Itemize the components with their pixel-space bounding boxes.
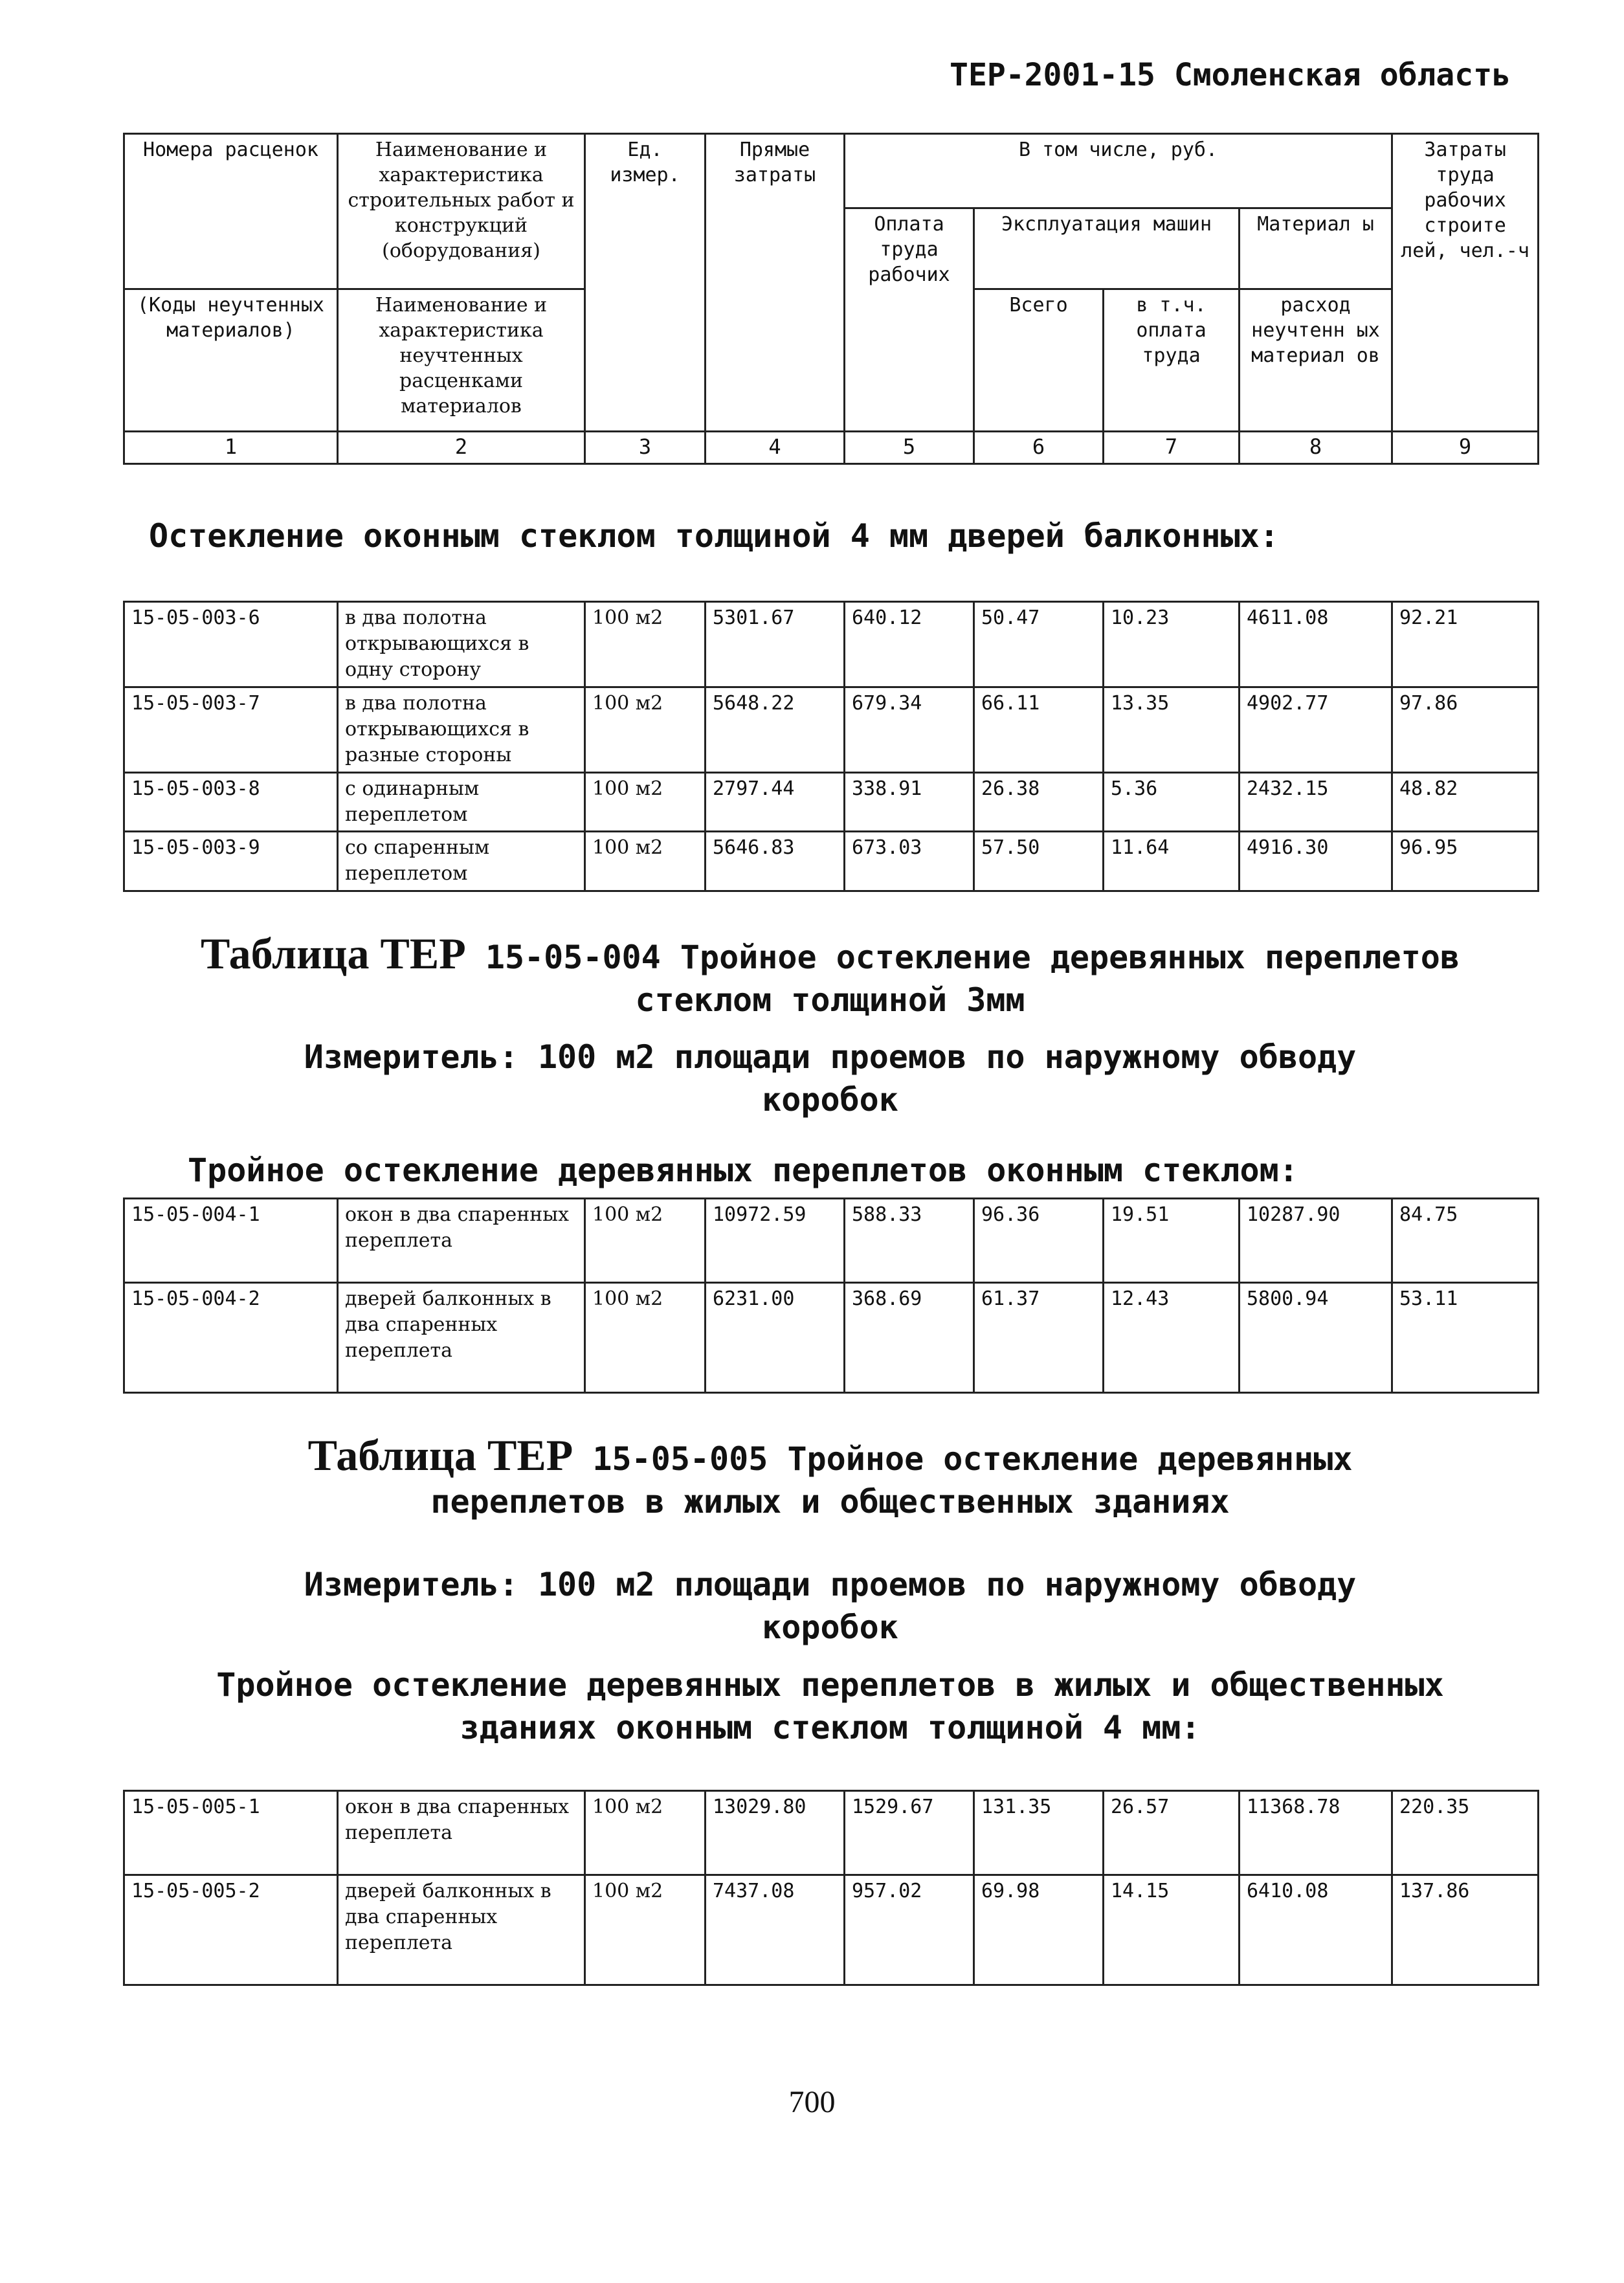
rate-materials: 4916.30 (1240, 832, 1392, 891)
document-header: ТЕР-2001-15 Смоленская область (950, 57, 1511, 93)
rate-labor-hours: 48.82 (1392, 773, 1539, 832)
rate-labor-hours: 137.86 (1392, 1875, 1539, 1985)
page-number: 700 (788, 2085, 836, 2119)
header-materials: Материал ы (1240, 208, 1392, 289)
rate-direct-costs: 10972.59 (706, 1199, 845, 1283)
header-material-names: Наименование и характеристика неучтенных расценками материалов (338, 289, 585, 432)
header-unit: Ед. измер. (585, 134, 706, 432)
table-row (124, 773, 1539, 832)
rate-name: окон в два спаренных переплета (338, 1791, 585, 1875)
rate-code: 15-05-003-9 (124, 832, 338, 891)
rate-direct-costs: 5301.67 (706, 602, 845, 687)
rate-labor-hours: 97.86 (1392, 687, 1539, 773)
table-004-title-prefix: Таблица ТЕР (201, 929, 466, 978)
column-number: 6 (974, 432, 1104, 464)
column-header-table (123, 133, 1539, 465)
header-machine-labor: в т.ч. оплата труда (1104, 289, 1240, 432)
rate-materials: 5800.94 (1240, 1283, 1392, 1393)
rate-direct-costs: 7437.08 (706, 1875, 845, 1985)
table-004-title (123, 929, 1537, 1021)
rate-machine-total: 96.36 (974, 1199, 1104, 1283)
rate-labor-hours: 53.11 (1392, 1283, 1539, 1393)
rate-direct-costs: 5648.22 (706, 687, 845, 773)
rate-code: 15-05-003-7 (124, 687, 338, 773)
header-labor-hours: Затраты труда рабочих строите лей, чел.-ч (1392, 134, 1539, 432)
rate-labor-pay: 1529.67 (845, 1791, 974, 1875)
rate-unit: 100 м2 (585, 1791, 706, 1875)
rate-machine-labor: 10.23 (1104, 602, 1240, 687)
header-material-codes: (Коды неучтенных материалов) (124, 289, 338, 432)
rate-unit: 100 м2 (585, 1875, 706, 1985)
rate-labor-pay: 368.69 (845, 1283, 974, 1393)
table-005-measure: Измеритель: 100 м2 площади проемов по наружному обводу коробок (304, 1566, 1357, 1646)
rate-name: со спаренным переплетом (338, 832, 585, 891)
rate-machine-total: 66.11 (974, 687, 1104, 773)
table-row (124, 1199, 1539, 1283)
rate-machine-total: 131.35 (974, 1791, 1104, 1875)
rate-code: 15-05-004-1 (124, 1199, 338, 1283)
rate-name: окон в два спаренных переплета (338, 1199, 585, 1283)
table-005-title (123, 1431, 1537, 1523)
rate-machine-total: 69.98 (974, 1875, 1104, 1985)
header-including: В том числе, руб. (845, 134, 1392, 208)
rate-labor-hours: 96.95 (1392, 832, 1539, 891)
rate-materials: 10287.90 (1240, 1199, 1392, 1283)
header-work-name: Наименование и характеристика строительных работ и конструкций (оборудования) (338, 134, 585, 289)
table-004-title-rest: 15-05-004 Тройное остекление деревянных переплетов стеклом толщиной 3мм (485, 939, 1460, 1019)
rate-machine-labor: 19.51 (1104, 1199, 1240, 1283)
rate-machine-labor: 13.35 (1104, 687, 1240, 773)
rates-table-15-05-005 (123, 1790, 1539, 1986)
rate-machine-total: 26.38 (974, 773, 1104, 832)
table-row (124, 1283, 1539, 1393)
rate-name: дверей балконных в два спаренных переплета (338, 1875, 585, 1985)
rate-code: 15-05-004-2 (124, 1283, 338, 1393)
table-005-title-prefix: Таблица ТЕР (307, 1431, 573, 1480)
rates-table-15-05-004 (123, 1197, 1539, 1394)
rate-machine-total: 61.37 (974, 1283, 1104, 1393)
rate-machine-total: 50.47 (974, 602, 1104, 687)
rate-materials: 6410.08 (1240, 1875, 1392, 1985)
rate-machine-labor: 11.64 (1104, 832, 1240, 891)
table-row (124, 832, 1539, 891)
rate-machine-labor: 12.43 (1104, 1283, 1240, 1393)
rate-name: в два полотна открывающихся в разные стороны (338, 687, 585, 773)
column-number: 5 (845, 432, 974, 464)
rate-code: 15-05-003-6 (124, 602, 338, 687)
column-number: 8 (1240, 432, 1392, 464)
rate-direct-costs: 6231.00 (706, 1283, 845, 1393)
rate-machine-labor: 5.36 (1104, 773, 1240, 832)
header-machine-operation: Эксплуатация машин (974, 208, 1240, 289)
header-machine-total: Всего (974, 289, 1104, 432)
rate-labor-pay: 640.12 (845, 602, 974, 687)
table-004-measure: Измеритель: 100 м2 площади проемов по наружному обводу коробок (304, 1038, 1357, 1119)
table-005-title-rest: 15-05-005 Тройное остекление деревянных переплетов в жилых и общественных зданиях (430, 1440, 1353, 1520)
rate-labor-pay: 588.33 (845, 1199, 974, 1283)
column-number: 3 (585, 432, 706, 464)
rate-code: 15-05-005-1 (124, 1791, 338, 1875)
rate-machine-labor: 14.15 (1104, 1875, 1240, 1985)
rate-name: в два полотна открывающихся в одну сторону (338, 602, 585, 687)
table-row (124, 1875, 1539, 1985)
rate-direct-costs: 2797.44 (706, 773, 845, 832)
rate-unit: 100 м2 (585, 1199, 706, 1283)
rate-materials: 11368.78 (1240, 1791, 1392, 1875)
rate-labor-hours: 84.75 (1392, 1199, 1539, 1283)
section-title-balcony-doors: Остекление оконным стеклом толщиной 4 мм дверей балконных: (149, 517, 1279, 555)
rate-direct-costs: 5646.83 (706, 832, 845, 891)
rate-materials: 2432.15 (1240, 773, 1392, 832)
rate-labor-hours: 92.21 (1392, 602, 1539, 687)
header-direct-costs: Прямые затраты (706, 134, 845, 432)
rate-name: с одинарным переплетом (338, 773, 585, 832)
rate-machine-total: 57.50 (974, 832, 1104, 891)
rate-unit: 100 м2 (585, 1283, 706, 1393)
rate-name: дверей балконных в два спаренных переплета (338, 1283, 585, 1393)
header-rate-numbers: Номера расценок (124, 134, 338, 289)
rates-table-15-05-003 (123, 601, 1539, 892)
table-row (124, 1791, 1539, 1875)
column-number: 9 (1392, 432, 1539, 464)
table-row (124, 602, 1539, 687)
rate-code: 15-05-003-8 (124, 773, 338, 832)
rate-unit: 100 м2 (585, 602, 706, 687)
rate-unit: 100 м2 (585, 773, 706, 832)
header-material-consumption: расход неучтенн ых материал ов (1240, 289, 1392, 432)
rate-materials: 4611.08 (1240, 602, 1392, 687)
column-number: 4 (706, 432, 845, 464)
table-row (124, 687, 1539, 773)
rate-labor-hours: 220.35 (1392, 1791, 1539, 1875)
rate-unit: 100 м2 (585, 832, 706, 891)
column-number: 7 (1104, 432, 1240, 464)
rate-labor-pay: 679.34 (845, 687, 974, 773)
table-004-subtitle: Тройное остекление деревянных переплетов оконным стеклом: (188, 1152, 1298, 1189)
rate-labor-pay: 338.91 (845, 773, 974, 832)
header-labor-pay: Оплата труда рабочих (845, 208, 974, 432)
column-number: 1 (124, 432, 338, 464)
column-number: 2 (338, 432, 585, 464)
rate-labor-pay: 957.02 (845, 1875, 974, 1985)
rate-labor-pay: 673.03 (845, 832, 974, 891)
rate-direct-costs: 13029.80 (706, 1791, 845, 1875)
rate-machine-labor: 26.57 (1104, 1791, 1240, 1875)
rate-materials: 4902.77 (1240, 687, 1392, 773)
rate-code: 15-05-005-2 (124, 1875, 338, 1985)
rate-unit: 100 м2 (585, 687, 706, 773)
table-005-subtitle: Тройное остекление деревянных переплетов в жилых и общественных зданиях оконным стеклом толщиной 4 мм: (216, 1666, 1444, 1746)
